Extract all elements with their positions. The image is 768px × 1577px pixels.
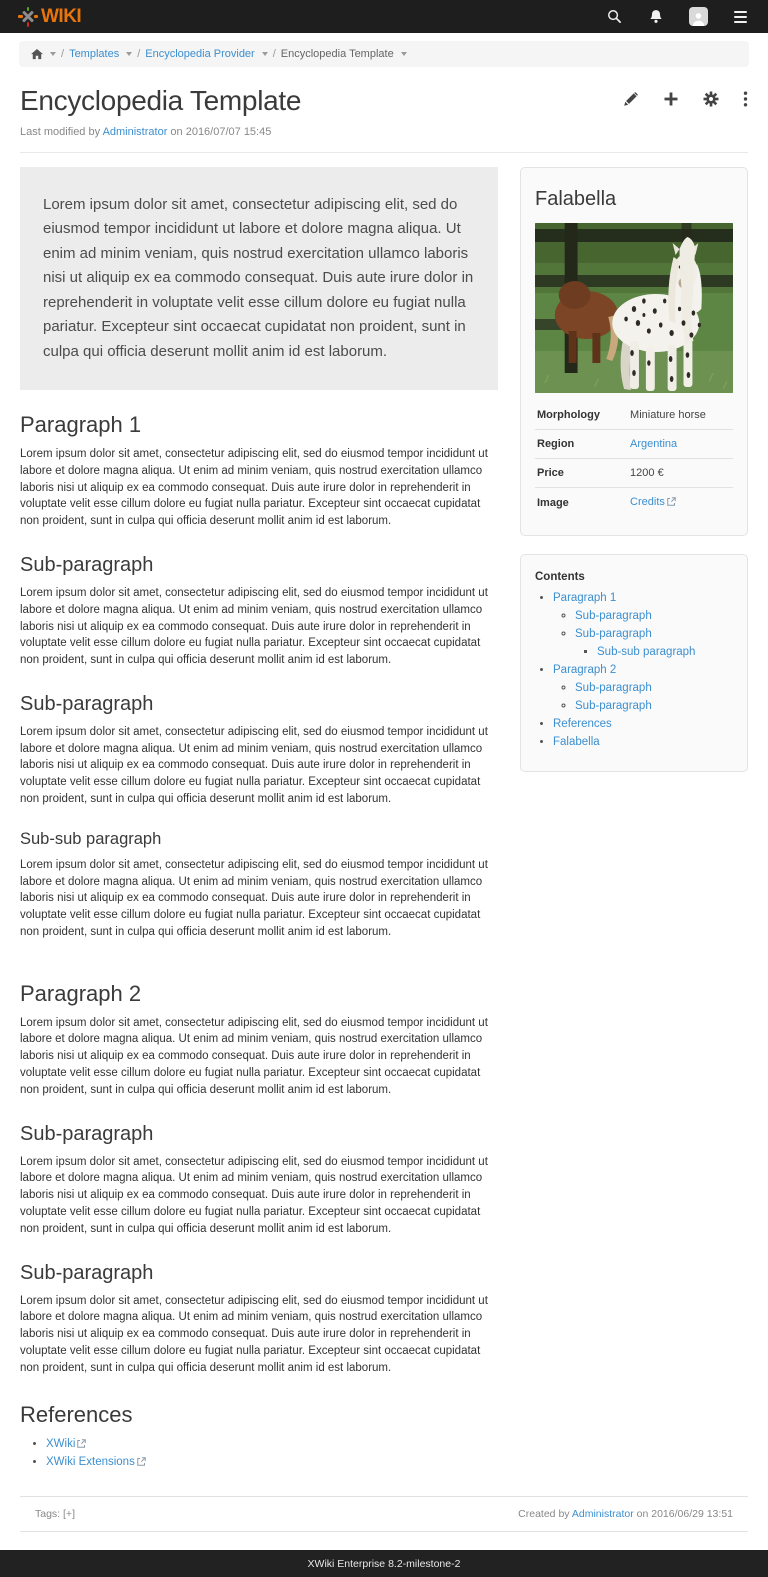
toc-link-references[interactable]: References (553, 718, 612, 731)
settings-gear-icon[interactable] (703, 91, 719, 107)
page-header (0, 73, 768, 138)
xwiki-x-icon (18, 7, 38, 27)
toc-link-sub-paragraph[interactable]: Sub-paragraph (575, 610, 652, 623)
top-navbar (0, 0, 768, 33)
infobox-label: Morphology (537, 409, 600, 421)
caret-down-icon[interactable] (50, 52, 56, 56)
created-line: Created by Administrator on 2016/06/29 13:51 (518, 1508, 733, 1521)
toc-link-sub-paragraph[interactable]: Sub-paragraph (575, 682, 652, 695)
list-item (553, 591, 733, 659)
toc-link-sub-paragraph[interactable]: Sub-paragraph (575, 628, 652, 641)
user-avatar[interactable] (688, 7, 708, 27)
document-body (20, 167, 498, 1474)
avatar-icon (689, 7, 708, 26)
header-divider (20, 152, 748, 153)
created-by-user-link[interactable]: Administrator (571, 1508, 634, 1521)
section-paragraph: Lorem ipsum dolor sit amet, consectetur adipiscing elit, sed do eiusmod tempor incididunt ut labore et dolore magna aliqua. Ut enim ad minim veniam, quis nostrud exercitation ullamco laboris nisi ut aliquip ex ea commodo consequat. Duis aute irure dolor in reprehenderit in voluptate velit esse cillum dolore eu fugiat nulla pariatur. Excepteur sint occaecat cupidatat non proident, sunt in culpa qui officia deserunt mollit anim id est laborum. (20, 725, 488, 805)
reference-link-xwiki-extensions[interactable]: XWiki Extensions (46, 1456, 135, 1469)
breadcrumb-separator: / (272, 48, 276, 60)
notifications-bell-icon[interactable] (646, 7, 666, 27)
infobox-value: 1200 € (630, 467, 664, 479)
section-paragraph: Lorem ipsum dolor sit amet, consectetur adipiscing elit, sed do eiusmod tempor incididunt ut labore et dolore magna aliqua. Ut enim ad minim veniam, quis nostrud exercitation ullamco laboris nisi ut aliquip ex ea commodo consequat. Duis aute irure dolor in reprehenderit in voluptate velit esse cillum dolore eu fugiat nulla pariatur. Excepteur sint occaecat cupidatat non proident, sunt in culpa qui officia deserunt mollit anim id est laborum. (20, 858, 488, 938)
list-item (46, 1456, 498, 1469)
region-link[interactable]: Argentina (630, 438, 678, 450)
intro-summary-box: Lorem ipsum dolor sit amet, consectetur adipiscing elit, sed do eiusmod tempor incididunt ut labore et dolore magna aliqua. Ut enim ad minim veniam, quis nostrud exercitation ullamco laboris nisi ut aliquip ex ea commodo consequat. Duis aute irure dolor in reprehenderit in voluptate velit esse cillum dolore eu fugiat nulla pariatur. Excepteur sint occaecat cupidatat non proident, sunt in culpa qui officia deserunt mollit anim id est laborum. (20, 167, 498, 390)
breadcrumb-templates[interactable]: Templates (69, 48, 120, 60)
contents-title: Contents (535, 571, 585, 583)
list-item (553, 735, 733, 749)
more-kebab-icon[interactable] (743, 91, 748, 107)
caret-down-icon[interactable] (126, 52, 132, 56)
main-content (0, 167, 768, 1474)
infobox-table (535, 401, 733, 517)
breadcrumb-separator: / (137, 48, 141, 60)
falabella-horse-image (535, 223, 733, 393)
breadcrumb-separator: / (61, 48, 65, 60)
external-link-icon (137, 1457, 146, 1469)
list-item (575, 699, 733, 713)
table-row (535, 488, 733, 518)
list-item (575, 681, 733, 695)
table-row (535, 459, 733, 488)
list-item (575, 609, 733, 623)
tags-area (35, 1508, 75, 1520)
references-list (46, 1438, 498, 1469)
breadcrumb (19, 41, 749, 67)
page-title: Encyclopedia Template (20, 85, 302, 116)
section-heading-paragraph-2: Paragraph 2 (20, 980, 142, 1006)
infobox-value: Miniature horse (630, 409, 706, 421)
toc-link-falabella[interactable]: Falabella (553, 736, 600, 749)
table-row (535, 401, 733, 430)
list-item (46, 1438, 498, 1451)
infobox-title: Falabella (535, 188, 617, 210)
reference-link-xwiki[interactable]: XWiki (46, 1438, 76, 1451)
list-item (597, 645, 733, 659)
contents-panel (520, 554, 748, 772)
tags-label: Tags: (35, 1508, 64, 1521)
section-paragraph: Lorem ipsum dolor sit amet, consectetur adipiscing elit, sed do eiusmod tempor incididunt ut labore et dolore magna aliqua. Ut enim ad minim veniam, quis nostrud exercitation ullamco laboris nisi ut aliquip ex ea commodo consequat. Duis aute irure dolor in reprehenderit in voluptate velit esse cillum dolore eu fugiat nulla pariatur. Excepteur sint occaecat cupidatat non proident, sunt in culpa qui officia deserunt mollit anim id est laborum. (20, 1016, 488, 1096)
section-heading-sub-paragraph: Sub-paragraph (20, 553, 154, 576)
version-bar (0, 1550, 768, 1577)
section-paragraph: Lorem ipsum dolor sit amet, consectetur adipiscing elit, sed do eiusmod tempor incididunt ut labore et dolore magna aliqua. Ut enim ad minim veniam, quis nostrud exercitation ullamco laboris nisi ut aliquip ex ea commodo consequat. Duis aute irure dolor in reprehenderit in voluptate velit esse cillum dolore eu fugiat nulla pariatur. Excepteur sint occaecat cupidatat non proident, sunt in culpa qui officia deserunt mollit anim id est laborum. (20, 1155, 488, 1235)
credits-link[interactable]: Credits (630, 496, 665, 508)
toc-link-paragraph-1[interactable]: Paragraph 1 (553, 592, 617, 604)
list-item (553, 717, 733, 731)
sidebar (520, 167, 748, 790)
caret-down-icon[interactable] (401, 52, 407, 56)
external-link-icon (77, 1439, 86, 1451)
infobox-panel (520, 167, 748, 536)
last-modified-line: Last modified by Administrator on 2016/07/07 15:45 (20, 126, 272, 138)
toc-link-sub-sub-paragraph[interactable]: Sub-sub paragraph (597, 646, 696, 659)
list-item (575, 627, 733, 659)
add-plus-icon[interactable] (663, 91, 679, 107)
edit-pencil-icon[interactable] (623, 91, 639, 107)
section-heading-sub-paragraph: Sub-paragraph (20, 1122, 154, 1145)
modified-by-user-link[interactable]: Administrator (102, 126, 168, 138)
xwiki-logo[interactable] (18, 6, 81, 28)
brand-text: WIKI (41, 5, 82, 27)
home-icon[interactable] (31, 49, 43, 60)
toc-link-sub-paragraph[interactable]: Sub-paragraph (575, 700, 652, 713)
add-tag-button[interactable]: [+] (63, 1508, 75, 1521)
section-paragraph: Lorem ipsum dolor sit amet, consectetur adipiscing elit, sed do eiusmod tempor incididunt ut labore et dolore magna aliqua. Ut enim ad minim veniam, quis nostrud exercitation ullamco laboris nisi ut aliquip ex ea commodo consequat. Duis aute irure dolor in reprehenderit in voluptate velit esse cillum dolore eu fugiat nulla pariatur. Excepteur sint occaecat cupidatat non proident, sunt in culpa qui officia deserunt mollit anim id est laborum. (20, 586, 488, 667)
section-heading-sub-paragraph: Sub-paragraph (20, 1261, 154, 1284)
breadcrumb-current-page: Encyclopedia Template (280, 48, 394, 60)
section-paragraph: Lorem ipsum dolor sit amet, consectetur adipiscing elit, sed do eiusmod tempor incididunt ut labore et dolore magna aliqua. Ut enim ad minim veniam, quis nostrud exercitation ullamco laboris nisi ut aliquip ex ea commodo consequat. Duis aute irure dolor in reprehenderit in voluptate velit esse cillum dolore eu fugiat nulla pariatur. Excepteur sint occaecat cupidatat non proident, sunt in culpa qui officia deserunt mollit anim id est laborum. (20, 1294, 488, 1374)
section-heading-sub-paragraph: Sub-paragraph (20, 692, 154, 715)
section-heading-paragraph-1: Paragraph 1 (20, 412, 142, 438)
section-heading-sub-sub-paragraph: Sub-sub paragraph (20, 829, 162, 848)
hamburger-menu-icon[interactable] (730, 7, 750, 27)
search-icon[interactable] (604, 7, 624, 27)
section-paragraph: Lorem ipsum dolor sit amet, consectetur adipiscing elit, sed do eiusmod tempor incididunt ut labore et dolore magna aliqua. Ut enim ad minim veniam, quis nostrud exercitation ullamco laboris nisi ut aliquip ex ea commodo consequat. Duis aute irure dolor in reprehenderit in voluptate velit esse cillum dolore eu fugiat nulla pariatur. Excepteur sint occaecat cupidatat non proident, sunt in culpa qui officia deserunt mollit anim id est laborum. (20, 448, 488, 528)
list-item (553, 663, 733, 713)
infobox-label: Region (537, 438, 575, 450)
breadcrumb-encyclopedia-provider[interactable]: Encyclopedia Provider (145, 48, 255, 60)
caret-down-icon[interactable] (262, 52, 268, 56)
external-link-icon (667, 497, 676, 509)
toc-link-paragraph-2[interactable]: Paragraph 2 (553, 664, 617, 677)
infobox-label: Price (537, 467, 564, 479)
document-footer (20, 1496, 748, 1532)
section-heading-references: References (20, 1402, 133, 1428)
version-text: XWiki Enterprise 8.2-milestone-2 (307, 1557, 461, 1570)
infobox-label: Image (537, 496, 569, 509)
table-row (535, 430, 733, 459)
